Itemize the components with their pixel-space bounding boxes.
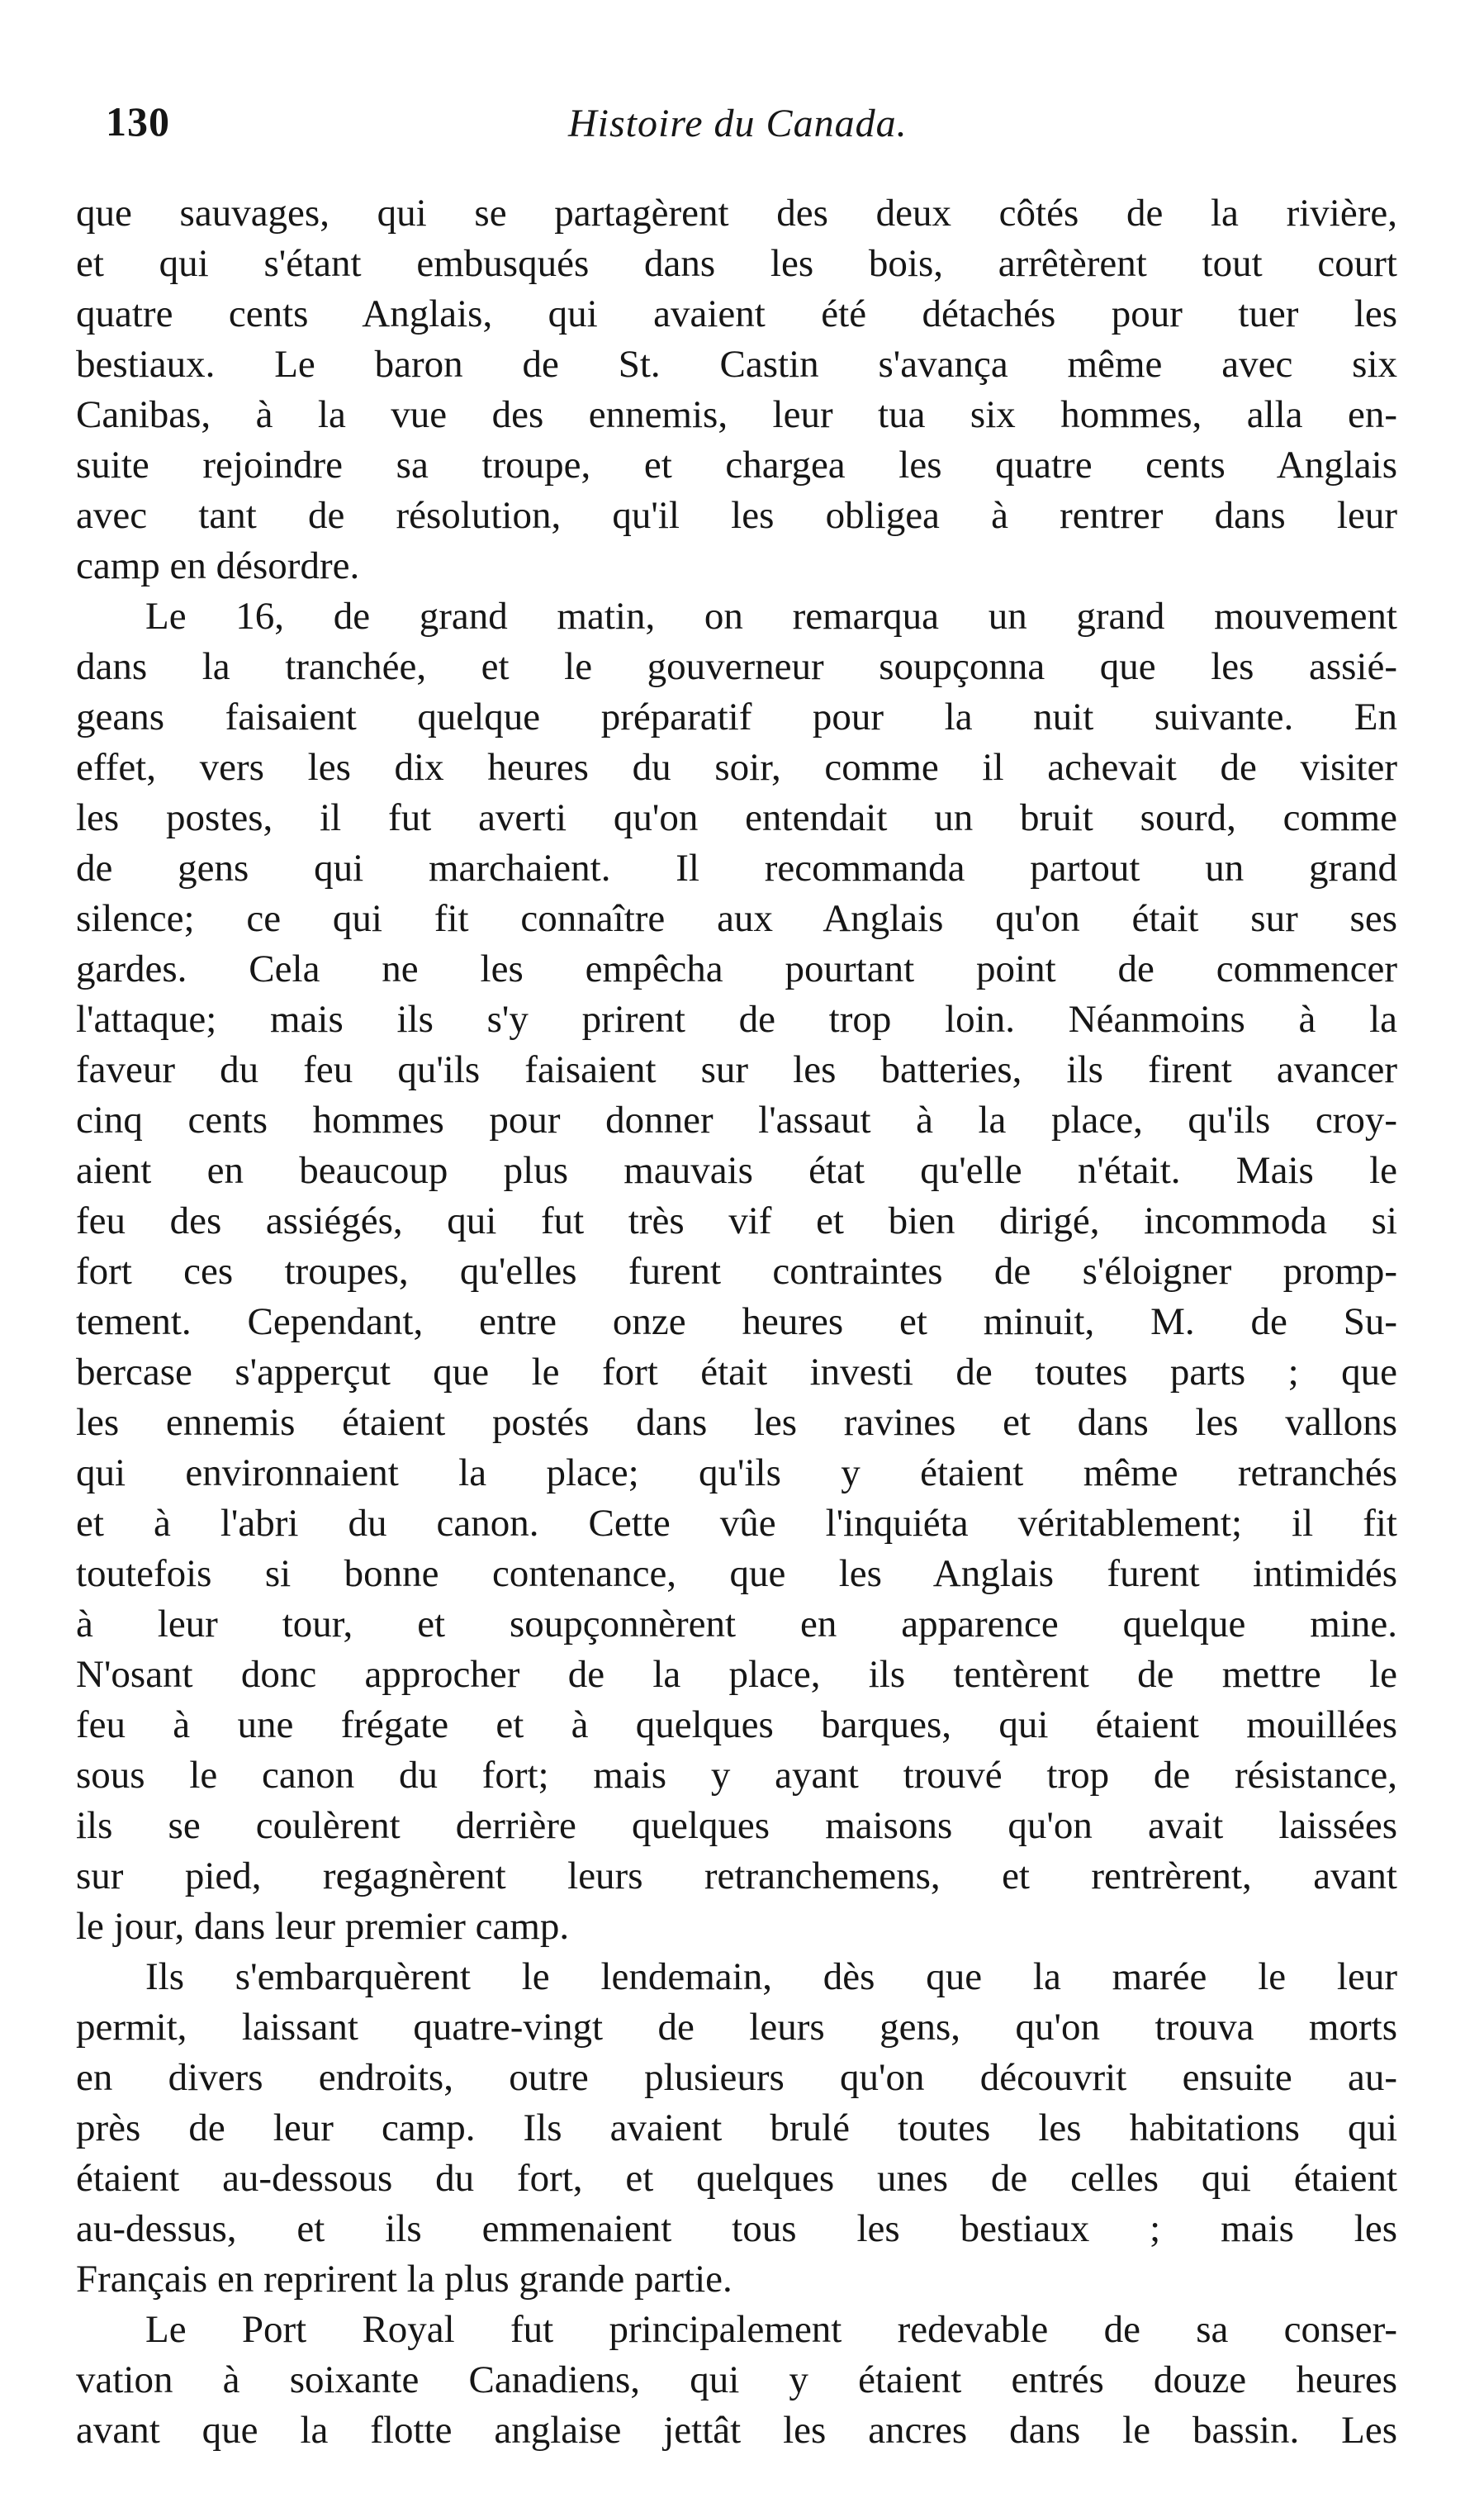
text-line: qui environnaient la place; qu'ils y étaient même retranchés — [76, 1451, 1397, 1494]
text-line: dans la tranchée, et le gouverneur soupçonna que les assié- — [76, 645, 1397, 688]
text-line: geans faisaient quelque préparatif pour la nuit suivante. En — [76, 696, 1397, 738]
text-line: avec tant de résolution, qu'il les obligea à rentrer dans leur — [76, 494, 1397, 537]
text-line: tement. Cependant, entre onze heures et minuit, M. de Su- — [76, 1300, 1397, 1343]
text-line: N'osant donc approcher de la place, ils tentèrent de mettre le — [76, 1653, 1397, 1696]
text-line: aient en beaucoup plus mauvais état qu'elle n'était. Mais le — [76, 1149, 1397, 1192]
text-line: suite rejoindre sa troupe, et chargea les quatre cents Anglais — [76, 444, 1397, 487]
paragraph — [76, 1952, 1397, 2305]
text-line: feu à une frégate et à quelques barques, qui étaient mouillées — [76, 1703, 1397, 1746]
text-line: permit, laissant quatre-vingt de leurs gens, qu'on trouva morts — [76, 2006, 1397, 2049]
text-line: sur pied, regagnèrent leurs retranchemens, et rentrèrent, avant — [76, 1855, 1397, 1897]
text-line: Le 16, de grand matin, on remarqua un grand mouvement — [145, 595, 1397, 638]
paragraph — [76, 591, 1397, 1952]
body-text — [76, 188, 1397, 2456]
text-line: ils se coulèrent derrière quelques maisons qu'on avait laissées — [76, 1804, 1397, 1847]
text-line: les ennemis étaient postés dans les ravines et dans les vallons — [76, 1401, 1397, 1444]
paragraph — [76, 2305, 1397, 2456]
text-line: en divers endroits, outre plusieurs qu'on découvrit ensuite au- — [76, 2056, 1397, 2099]
text-line: Ils s'embarquèrent le lendemain, dès que la marée le leur — [145, 1955, 1397, 1998]
text-line: toutefois si bonne contenance, que les Anglais furent intimidés — [76, 1552, 1397, 1595]
text-line: avant que la flotte anglaise jettât les ancres dans le bassin. Les — [76, 2409, 1397, 2452]
text-line: bestiaux. Le baron de St. Castin s'avança même avec six — [76, 343, 1397, 386]
text-line: bercase s'apperçut que le fort était investi de toutes parts ; que — [76, 1351, 1397, 1394]
text-line: cinq cents hommes pour donner l'assaut à la place, qu'ils croy- — [76, 1099, 1397, 1142]
text-line: de gens qui marchaient. Il recommanda partout un grand — [76, 847, 1397, 890]
text-line: au-dessus, et ils emmenaient tous les bestiaux ; mais les — [76, 2207, 1397, 2250]
text-line: Canibas, à la vue des ennemis, leur tua six hommes, alla en- — [76, 393, 1397, 436]
text-line: camp en désordre. — [76, 544, 360, 587]
text-line: que sauvages, qui se partagèrent des deux côtés de la rivière, — [76, 192, 1397, 235]
text-line: près de leur camp. Ils avaient brulé toutes les habitations qui — [76, 2106, 1397, 2149]
text-line: et qui s'étant embusqués dans les bois, arrêtèrent tout court — [76, 242, 1397, 285]
text-line: quatre cents Anglais, qui avaient été détachés pour tuer les — [76, 292, 1397, 335]
paragraph — [76, 188, 1397, 591]
text-line: feu des assiégés, qui fut très vif et bien dirigé, incommoda si — [76, 1199, 1397, 1242]
text-line: effet, vers les dix heures du soir, comme il achevait de visiter — [76, 746, 1397, 789]
text-line: sous le canon du fort; mais y ayant trouvé trop de résistance, — [76, 1754, 1397, 1797]
text-line: faveur du feu qu'ils faisaient sur les batteries, ils firent avancer — [76, 1048, 1397, 1091]
text-line: l'attaque; mais ils s'y prirent de trop loin. Néanmoins à la — [76, 998, 1397, 1041]
text-line: et à l'abri du canon. Cette vûe l'inquiéta véritablement; il fit — [76, 1502, 1397, 1545]
text-line: silence; ce qui fit connaître aux Anglais qu'on était sur ses — [76, 897, 1397, 940]
text-line: vation à soixante Canadiens, qui y étaient entrés douze heures — [76, 2358, 1397, 2401]
text-line: fort ces troupes, qu'elles furent contraintes de s'éloigner promp- — [76, 1250, 1397, 1293]
running-head — [106, 97, 1394, 155]
text-line: gardes. Cela ne les empêcha pourtant point de commencer — [76, 947, 1397, 990]
text-line: Français en reprirent la plus grande partie. — [76, 2258, 733, 2301]
running-title: Histoire du Canada. — [568, 102, 908, 145]
page-number: 130 — [106, 98, 170, 145]
text-line: étaient au-dessous du fort, et quelques unes de celles qui étaient — [76, 2157, 1397, 2200]
text-line: Le Port Royal fut principalement redevable de sa conser- — [145, 2308, 1397, 2351]
text-line: à leur tour, et soupçonnèrent en apparence quelque mine. — [76, 1603, 1397, 1646]
text-line: le jour, dans leur premier camp. — [76, 1905, 570, 1948]
text-line: les postes, il fut averti qu'on entendait un bruit sourd, comme — [76, 796, 1397, 839]
